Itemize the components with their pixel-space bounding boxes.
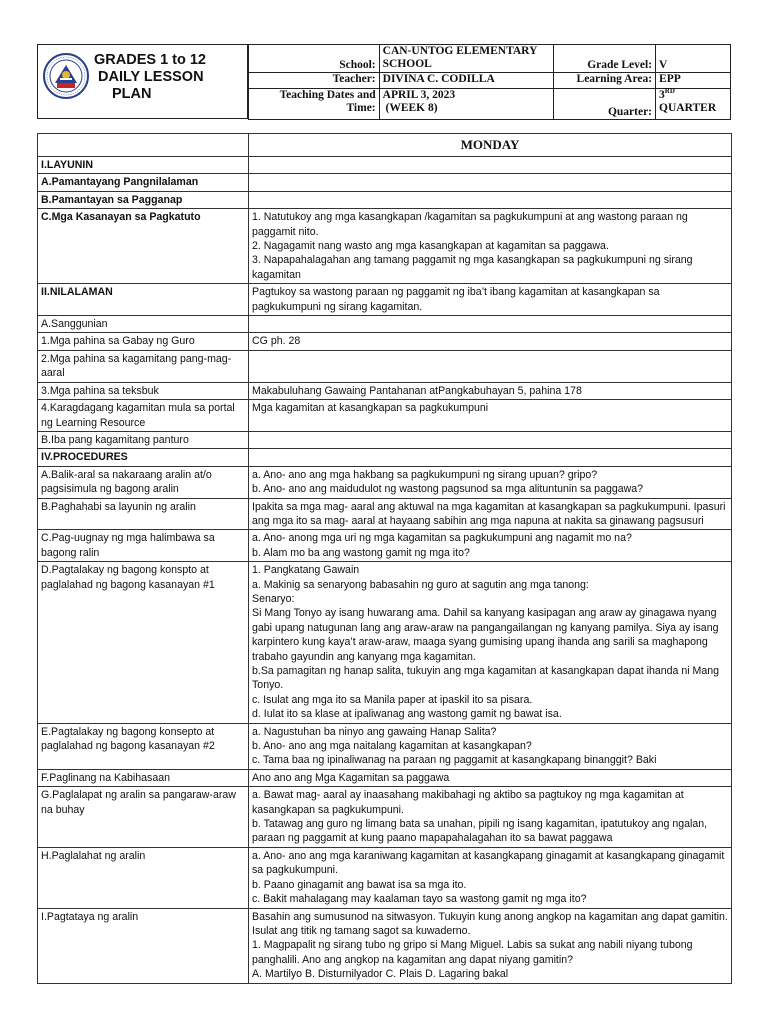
row-content	[249, 562, 732, 723]
content-line: c. Bakit mahalagang may kaalaman tayo sa wastong gamit ng mga ito?	[252, 893, 587, 906]
lesson-row	[38, 723, 732, 769]
day-label: MONDAY	[249, 134, 732, 157]
lesson-row	[38, 382, 732, 399]
row-label: 3.Mga pahina sa teksbuk	[38, 382, 249, 399]
content-line: a. Ano- ano ang mga hakbang sa pagkukumpuni ng sirang upuan? gripo?	[252, 468, 598, 481]
row-label: F.Paglinang na Kabihasaan	[38, 769, 249, 786]
row-label: A.Sanggunian	[38, 316, 249, 333]
content-line: a. Ano- ano ang mga karaniwang kagamitan at kasangkapang ginagamit at kasangkapang ginagamit sa pagkukumpuni.	[252, 849, 725, 877]
row-content	[249, 466, 732, 498]
learning-area-value: EPP	[656, 73, 731, 89]
lesson-table	[37, 133, 732, 984]
content-line: Basahin ang sumusunod na sitwasyon. Tukuyin kung anong angkop na kagamitan ang dapat gamitin. Isulat ang titik ng tamang sagot sa kuwaderno.	[252, 910, 728, 937]
grade-level-label: Grade Level:	[554, 45, 656, 73]
learning-area-label: Learning Area:	[554, 73, 656, 89]
title-line-3: PLAN	[112, 86, 152, 102]
content-line: a. Makinig sa senaryong babasahin ng guro at sagutin ang mga tanong:	[252, 578, 589, 591]
lesson-row	[38, 530, 732, 562]
row-content	[249, 284, 732, 316]
row-content	[249, 333, 732, 350]
content-line: b. Alam mo ba ang wastong gamit ng mga ito?	[252, 546, 470, 559]
row-content	[249, 847, 732, 908]
content-line: a. Ano- anong mga uri ng mga kagamitan sa pagkukumpuni ang nagamit mo na?	[252, 532, 632, 545]
content-line: A. Martilyo B. Disturnilyador C. Plais D. Lagaring bakal	[252, 968, 509, 981]
row-content	[249, 431, 732, 448]
content-line: b.Sa pamagitan ng hanap salita, tukuyin ang mga kagamitan at kasangkapan dapat ihanda ni Mang Tonyo.	[252, 665, 720, 692]
school-value: CAN-UNTOG ELEMENTARY SCHOOL	[379, 45, 554, 73]
school-label: School:	[249, 45, 380, 73]
content-line: Senaryo:	[252, 592, 295, 605]
row-label: D.Pagtalakay ng bagong konspto at paglalahad ng bagong kasanayan #1	[38, 562, 249, 723]
content-line: c. Isulat ang mga ito sa Manila paper at ipaskil ito sa pisara.	[252, 693, 533, 706]
lesson-row	[38, 449, 732, 466]
row-content	[249, 209, 732, 284]
row-label: B.Paghahabi sa layunin ng aralin	[38, 498, 249, 530]
content-line: Ano ano ang Mga Kagamitan sa paggawa	[252, 771, 450, 784]
content-line: Si Mang Tonyo ay isang huwarang ama. Dahil sa kanyang kasipagan ang araw ay ginagawa nyang gabi upang natugunan lang ang araw-araw na pangangailangan ng kanyang pamilya. Siya ay isang karpintero kung kaya’t araw-araw, maaga syang gumising upang ihanda ang sarili sa maghapong trabaho gayundin ang kanyang mga kagamitan.	[252, 607, 719, 663]
row-label: E.Pagtalakay ng bagong konsepto at paglalahad ng bagong kasanayan #2	[38, 723, 249, 769]
row-content	[249, 908, 732, 983]
row-content	[249, 449, 732, 466]
lesson-row	[38, 174, 732, 191]
content-line: 2. Nagagamit nang wasto ang mga kasangkapan at kagamitan sa paggawa.	[252, 240, 609, 253]
row-content	[249, 787, 732, 848]
row-content	[249, 723, 732, 769]
lesson-row	[38, 316, 732, 333]
content-line: a. Nagustuhan ba ninyo ang gawaing Hanap Salita?	[252, 725, 497, 738]
lesson-row	[38, 908, 732, 983]
content-line: b. Ano- ano ang maidudulot ng wastong pagsunod sa mga alituntunin sa paggawa?	[252, 483, 644, 496]
content-line: Makabuluhang Gawaing Pantahanan atPangkabuhayan 5, pahina 178	[252, 384, 582, 397]
content-line: a. Bawat mag- aaral ay inaasahang makibahagi ng aktibo sa pagtukoy ng mga kagamitan at kasangkapan sa pagkukumpuni.	[252, 789, 684, 816]
row-content	[249, 530, 732, 562]
lesson-row	[38, 400, 732, 432]
content-line: d. Iulat ito sa klase at ipaliwanag ang wastong gamit ng bawat isa.	[252, 708, 562, 721]
content-line: Mga kagamitan at kasangkapan sa pagkukumpuni	[252, 402, 489, 415]
content-line: 3. Napapahalagahan ang tamang paggamit ng mga kasangkapan sa pagkukumpuni ng sirang kagamitan	[252, 254, 693, 281]
teacher-label: Teacher:	[249, 73, 380, 89]
lesson-plan-title	[92, 52, 242, 103]
teacher-value: DIVINA C. CODILLA	[379, 73, 554, 89]
row-label: G.Paglalapat ng aralin sa pangaraw-araw na buhay	[38, 787, 249, 848]
title-line-1: GRADES 1 to 12	[94, 52, 206, 68]
lesson-row	[38, 209, 732, 284]
teaching-dates-label: Teaching Dates and Time:	[249, 89, 380, 120]
row-content	[249, 350, 732, 382]
content-line: 1. Natutukoy ang mga kasangkapan /kagamitan sa pagkukumpuni at ang wastong paraan ng paggamit nito.	[252, 211, 688, 238]
row-label: B.Iba pang kagamitang panturo	[38, 431, 249, 448]
row-label: A.Balik-aral sa nakaraang aralin at/o pagsisimula ng bagong aralin	[38, 466, 249, 498]
quarter-label: Quarter:	[554, 89, 656, 120]
header-info-table	[248, 44, 731, 120]
quarter-value: 3RD QUARTER	[656, 89, 731, 120]
row-label: 1.Mga pahina sa Gabay ng Guro	[38, 333, 249, 350]
row-content	[249, 382, 732, 399]
content-line: c. Tama baa ng ipinaliwanag na paraan ng paggamit at kasangkapang binanggit? Baki	[252, 754, 657, 767]
lesson-row	[38, 847, 732, 908]
day-header-row	[38, 134, 732, 157]
lesson-row	[38, 350, 732, 382]
row-content	[249, 157, 732, 174]
lesson-row	[38, 431, 732, 448]
row-content	[249, 769, 732, 786]
row-label: 4.Karagdagang kagamitan mula sa portal ng Learning Resource	[38, 400, 249, 432]
lesson-row	[38, 498, 732, 530]
lesson-row	[38, 562, 732, 723]
row-label: I.Pagtataya ng aralin	[38, 908, 249, 983]
lesson-row	[38, 333, 732, 350]
row-content	[249, 498, 732, 530]
content-line: CG ph. 28	[252, 335, 301, 348]
grade-level-value: V	[656, 45, 731, 73]
lesson-row	[38, 157, 732, 174]
header-title-box	[37, 44, 248, 119]
content-line: b. Tatawag ang guro ng limang bata sa unahan, pipili ng isang kagamitan, ipatutukoy ang ngalan, paraan ng paggamit at kung paano mapapahalagahan ito sa bawat paggawa	[252, 818, 708, 845]
row-content	[249, 316, 732, 333]
row-label: C.Pag-uugnay ng mga halimbawa sa bagong ralin	[38, 530, 249, 562]
row-label: H.Paglalahat ng aralin	[38, 847, 249, 908]
teaching-dates-value: APRIL 3, 2023 (WEEK 8)	[379, 89, 554, 120]
row-content	[249, 191, 732, 208]
lesson-row	[38, 191, 732, 208]
row-label: 2.Mga pahina sa kagamitang pang-mag-aaral	[38, 350, 249, 382]
content-line: Pagtukoy sa wastong paraan ng paggamit ng iba’t ibang kagamitan at kasangkapan sa pagkukumpuni ng sirang kagamitan.	[252, 286, 660, 313]
row-label: B.Pamantayan sa Pagganap	[38, 191, 249, 208]
lesson-row	[38, 769, 732, 786]
content-line: b. Paano ginagamit ang bawat isa sa mga ito.	[252, 878, 467, 891]
content-line: 1. Magpapalit ng sirang tubo ng gripo si Mang Miguel. Labis sa sukat ang nabili niyang tubong panghalili. Ano ang angkop na kagamitan ang dapat niyang gamitin?	[252, 939, 693, 966]
title-line-2: DAILY LESSON	[98, 69, 204, 85]
row-label: IV.PROCEDURES	[38, 449, 249, 466]
row-content	[249, 400, 732, 432]
deped-seal-icon	[43, 53, 89, 99]
row-label: II.NILALAMAN	[38, 284, 249, 316]
row-content	[249, 174, 732, 191]
lesson-row	[38, 284, 732, 316]
row-label: C.Mga Kasanayan sa Pagkatuto	[38, 209, 249, 284]
content-line: 1. Pangkatang Gawain	[252, 564, 360, 577]
content-line: b. Ano- ano ang mga naitalang kagamitan at kasangkapan?	[252, 740, 532, 753]
row-label: A.Pamantayang Pangnilalaman	[38, 174, 249, 191]
lesson-row	[38, 787, 732, 848]
lesson-row	[38, 466, 732, 498]
content-line: Ipakita sa mga mag- aaral ang aktuwal na mga kagamitan at kasangkapan sa pagkukumpuni. Ipasuri ang mga ito sa mag- aaral at hayaang sabihin ang mga napuna at nakita sa ginawang pagsusuri	[252, 500, 726, 527]
row-label: I.LAYUNIN	[38, 157, 249, 174]
